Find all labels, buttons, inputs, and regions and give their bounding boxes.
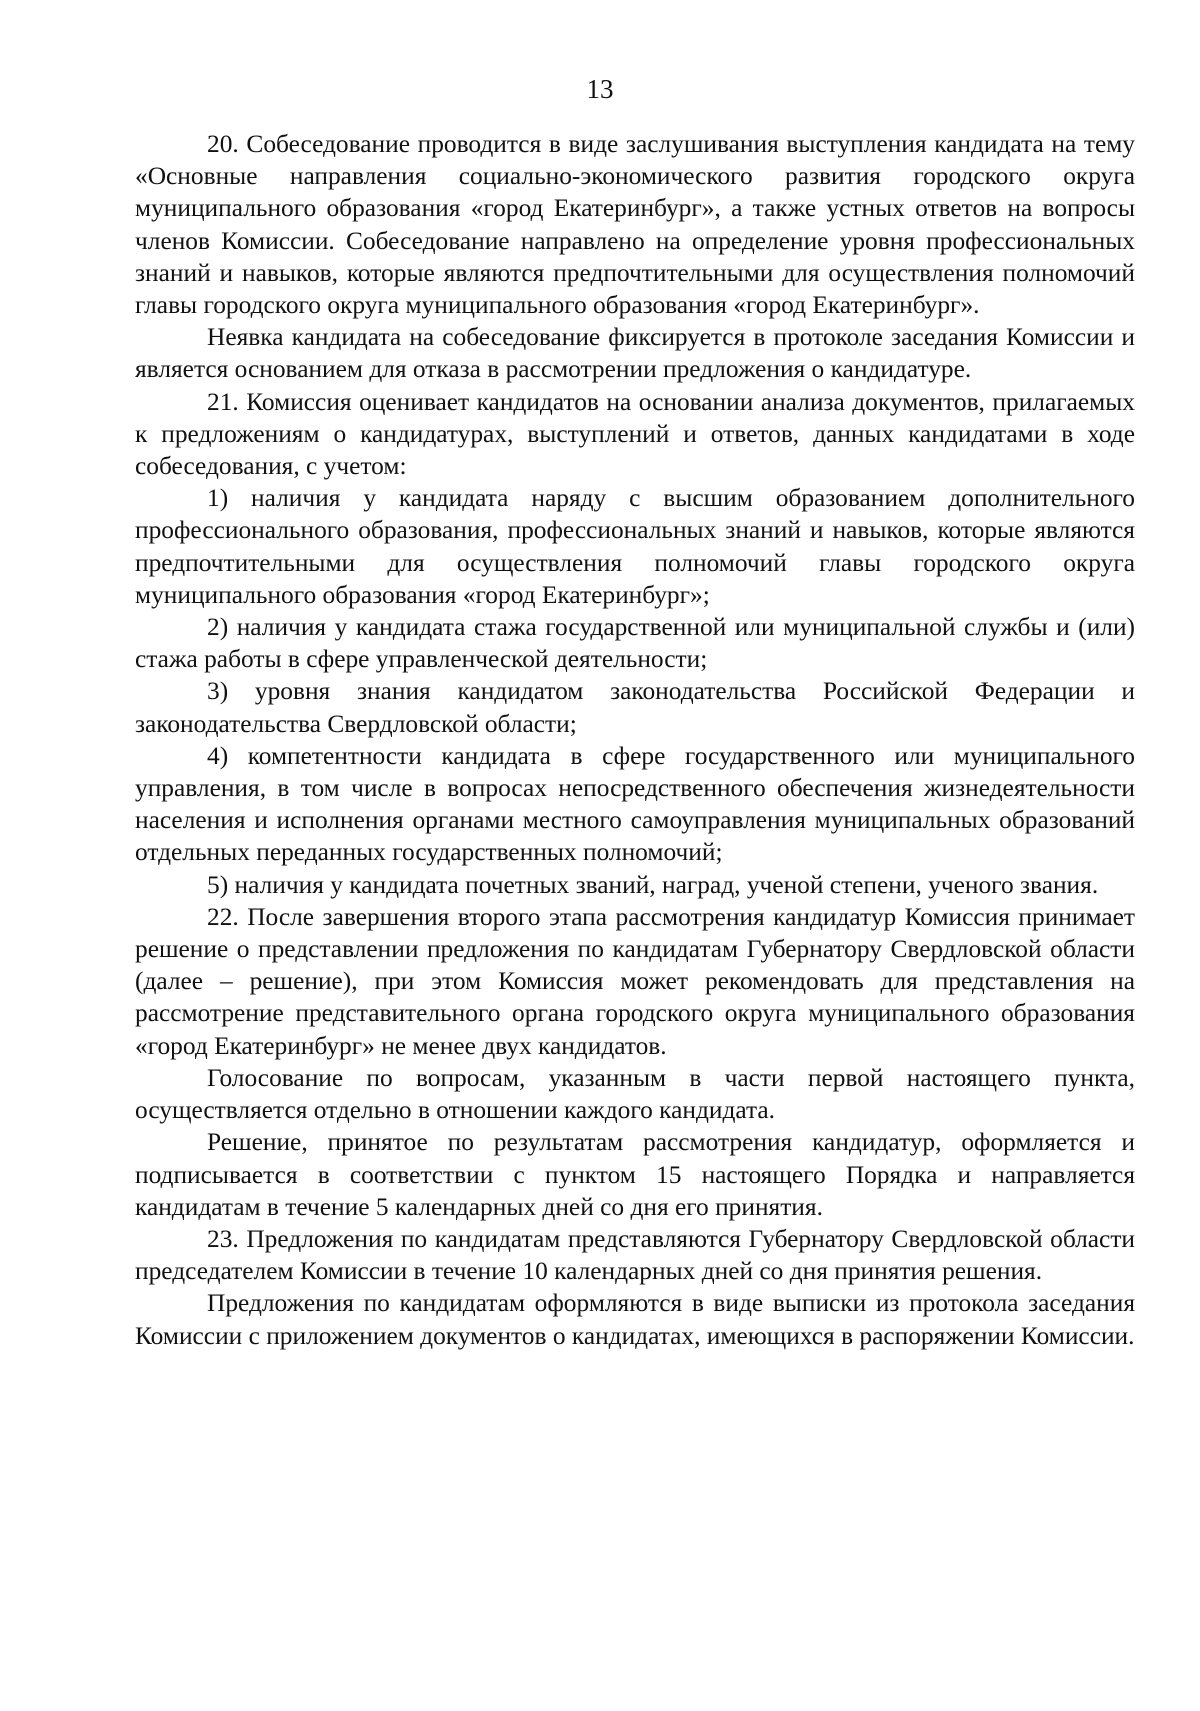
paragraph-voting: Голосование по вопросам, указанным в части первой настоящего пункта, осуществляется отдельно в отношении каждого кандидата.	[135, 1063, 1135, 1125]
list-item-5: 5) наличия у кандидата почетных званий, наград, ученой степени, ученого звания.	[207, 870, 1099, 899]
paragraph-item-20: 20. Собеседование проводится в виде заслушивания выступления кандидата на тему «Основные направления социально-экономического развития городского округа муниципального образования «город Екатеринбург», а также устных ответов на вопросы членов Комиссии. Собеседование направлено на определение уровня профессиональных знаний и навыков, которые являются предпочтительными для осуществления полномочий главы городского округа муниципального образования «город Екатеринбург».	[135, 130, 1135, 320]
paragraph-proposals: Предложения по кандидатам оформляются в виде выписки из протокола заседания Комиссии с приложением документов о кандидатах, имеющихся в распоряжении Комиссии.	[135, 1289, 1135, 1350]
document-body	[135, 128, 1135, 1352]
paragraph-item-23: 23. Предложения по кандидатам представляются Губернатору Свердловской области председателем Комиссии в течение 10 календарных дней со дня принятия решения.	[135, 1224, 1135, 1286]
list-item-2: 2) наличия у кандидата стажа государственной или муниципальной службы и (или) стажа работы в сфере управленческой деятельности;	[135, 613, 1135, 674]
list-item-3: 3) уровня знания кандидатом законодательства Российской Федерации и законодательства Свердловской области;	[135, 677, 1135, 738]
paragraph-item-22: 22. После завершения второго этапа рассмотрения кандидатур Комиссия принимает решение о представлении предложения по кандидатам Губернатору Свердловской области (далее – решение), при этом Комиссия может рекомендовать для представления на рассмотрение представительного органа городского округа муниципального образования «город Екатеринбург» не менее двух кандидатов.	[135, 902, 1135, 1060]
paragraph-non-appearance: Неявка кандидата на собеседование фиксируется в протоколе заседания Комиссии и является основанием для отказа в рассмотрении предложения о кандидатуре.	[135, 323, 1135, 384]
paragraph-item-21: 21. Комиссия оценивает кандидатов на основании анализа документов, прилагаемых к предложениям о кандидатурах, выступлений и ответов, данных кандидатами в ходе собеседования, с учетом:	[135, 387, 1135, 481]
list-item-4: 4) компетентности кандидата в сфере государственного или муниципального управления, в том числе в вопросах непосредственного обеспечения жизнедеятельности населения и исполнения органами местного самоуправления муниципальных образований отдельных переданных государственных полномочий;	[135, 741, 1135, 867]
list-item-1: 1) наличия у кандидата наряду с высшим образованием дополнительного профессионального образования, профессиональных знаний и навыков, которые являются предпочтительными для осуществления полномочий главы городского округа муниципального образования «город Екатеринбург»;	[135, 484, 1135, 609]
page-number: 13	[586, 74, 614, 104]
paragraph-decision: Решение, принятое по результатам рассмотрения кандидатур, оформляется и подписывается в соответствии с пунктом 15 настоящего Порядка и направляется кандидатам в течение 5 календарных дней со дня его принятия.	[135, 1128, 1135, 1221]
